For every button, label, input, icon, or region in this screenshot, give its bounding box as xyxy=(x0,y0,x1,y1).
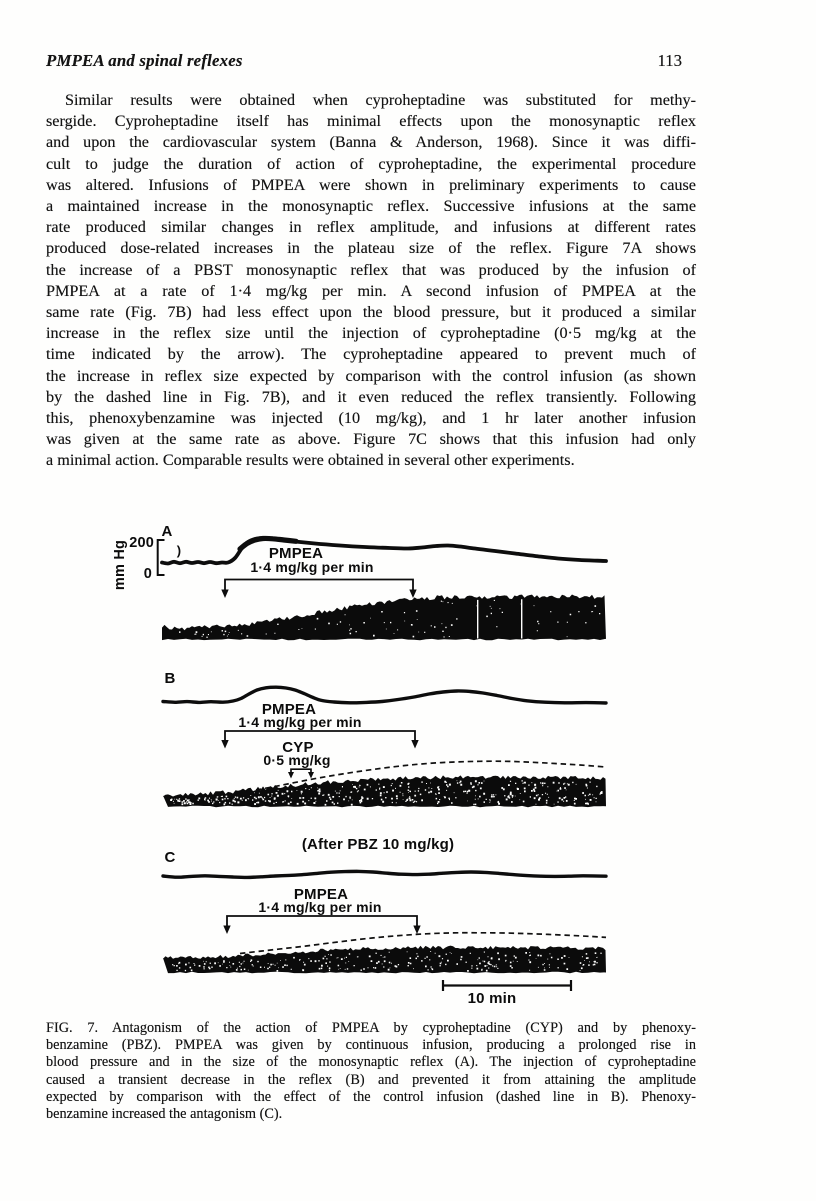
panel-b-bp-trace xyxy=(163,687,606,703)
panel-a-axis-tick-200: 200 xyxy=(129,535,154,551)
panel-a-axis-unit: mm Hg xyxy=(112,539,128,591)
body-line: rate produced similar changes in reflex amplitude, and infusions at different rates xyxy=(46,218,696,237)
panel-c-label: C xyxy=(164,849,176,866)
panel-c-arrow-left xyxy=(223,926,230,935)
panel-b-dose-label: 1·4 mg/kg per min xyxy=(238,714,362,730)
panel-b-label: B xyxy=(164,670,176,687)
panel-c-infusion-bracket xyxy=(227,916,417,927)
panel-a-dose-label: 1·4 mg/kg per min xyxy=(250,559,374,575)
page-number: 113 xyxy=(657,51,682,70)
panel-c-bp-trace xyxy=(163,871,606,877)
body-line: and upon the cardiovascular system (Banna & Anderson, 1968). Since it was diffi- xyxy=(46,133,696,152)
body-line: a maintained increase in the monosynaptic reflex. Successive infusions at the same xyxy=(46,197,696,216)
panel-a-axis-bracket xyxy=(158,540,165,575)
panel-a-label: A xyxy=(161,523,173,540)
body-line: Similar results were obtained when cyproheptadine was substituted for methy- xyxy=(65,91,696,109)
panel-c-drug-label: PMPEA xyxy=(293,885,349,903)
panel-c-reflex-band xyxy=(163,946,606,974)
body-line: a minimal action. Comparable results were obtained in several other experiments. xyxy=(46,451,575,470)
caption-line: benzamine increased the antagonism (C). xyxy=(46,1106,283,1123)
body-line: by the dashed line in Fig. 7B), and it even reduced the reflex transiently. Following xyxy=(46,387,696,406)
panel-b-cyp-bracket xyxy=(291,769,311,773)
panel-b-arrow-right xyxy=(411,740,418,749)
panel-a-arrow-right xyxy=(409,590,416,599)
caption-line: blood pressure and in the size of the monosynaptic reflex (A). The injection of cyproheptadine xyxy=(46,1054,696,1071)
panel-c-dose-label: 1·4 mg/kg per min xyxy=(258,899,382,915)
panel-a-axis-tick-0: 0 xyxy=(143,565,152,582)
panel-a-reflex-band xyxy=(162,595,606,641)
body-line: the increase of a PBST monosynaptic reflex that was produced by the infusion of xyxy=(46,260,696,279)
panel-c-condition-label: (After PBZ 10 mg/kg) xyxy=(301,836,455,853)
body-line: cult to judge the duration of action of cyproheptadine, the experimental procedure xyxy=(46,154,696,173)
body-line: was altered. Infusions of PMPEA were shown in preliminary experiments to cause xyxy=(46,175,696,194)
scale-bar-label: 10 min xyxy=(467,990,517,1007)
body-line: increase in the reflex size until the injection of cyproheptadine (0·5 mg/kg at the xyxy=(46,324,696,343)
caption-line: FIG. 7. Antagonism of the action of PMPEA by cyproheptadine (CYP) and by phenoxy- xyxy=(46,1020,696,1036)
panel-a-drug-label: PMPEA xyxy=(268,544,324,562)
body-line: PMPEA at a rate of 1·4 mg/kg per min. A second infusion of PMPEA at the xyxy=(46,281,696,300)
body-line: time indicated by the arrow). The cyproheptadine appeared to prevent much of xyxy=(46,345,696,364)
panel-b-cyp-arrow-left xyxy=(288,772,294,779)
body-line: sergide. Cyproheptadine itself has minimal effects upon the monosynaptic reflex xyxy=(46,112,696,131)
panel-b-drug-label: PMPEA xyxy=(261,700,317,718)
caption-line: caused a transient decrease in the reflex (B) and prevented it from attaining the amplitude xyxy=(46,1071,696,1088)
body-line: this, phenoxybenzamine was injected (10 mg/kg), and 1 hr later another infusion xyxy=(46,409,696,428)
panel-a-trace-mark: ) xyxy=(176,543,182,558)
running-title: PMPEA and spinal reflexes xyxy=(46,51,243,70)
caption-line: expected by comparison with the effect of the control infusion (dashed line in B). Phenoxy- xyxy=(46,1088,696,1105)
panel-b-arrow-left xyxy=(221,740,228,749)
panel-a-arrow-left xyxy=(221,590,228,599)
body-line: produced dose-related increases in the plateau size of the reflex. Figure 7A shows xyxy=(46,239,696,258)
caption-line: benzamine (PBZ). PMPEA was given by continuous infusion, producing a prolonged rise in xyxy=(46,1037,696,1054)
body-line: same rate (Fig. 7B) had less effect upon the blood pressure, but it produced a similar xyxy=(46,303,696,322)
panel-b-antagonist-dose-label: 0·5 mg/kg xyxy=(263,751,331,768)
figure-caption xyxy=(46,1020,696,1123)
body-line: the increase in reflex size expected by comparison with the control infusion (as shown xyxy=(46,366,696,385)
panel-b-cyp-arrow-right xyxy=(308,772,314,779)
panel-b-antagonist-label: CYP xyxy=(282,738,314,756)
body-line: was given at the same rate as above. Figure 7C shows that this infusion had only xyxy=(46,430,696,449)
panel-c-arrow-right xyxy=(413,926,420,935)
panel-a-infusion-bracket xyxy=(225,580,413,592)
